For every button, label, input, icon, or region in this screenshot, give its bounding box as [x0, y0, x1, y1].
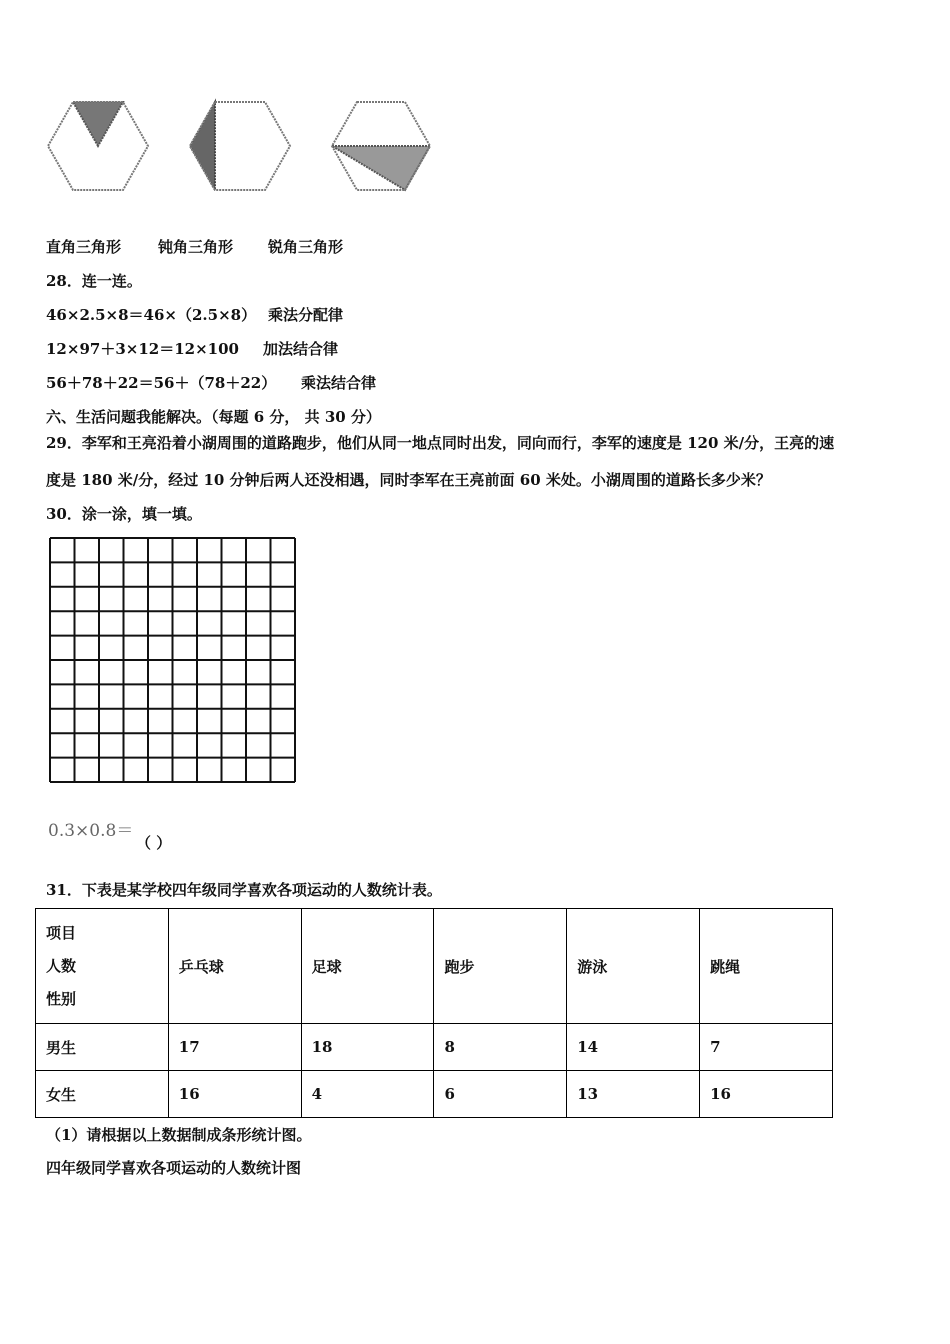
col-header: 足球	[301, 909, 434, 1024]
q30-title: 30．涂一涂，填一填。	[46, 505, 202, 523]
q30-answer-blank[interactable]: （ ）	[136, 834, 172, 852]
col-header: 跑步	[434, 909, 567, 1024]
col-header: 游泳	[567, 909, 700, 1024]
hexagon-figure-3	[332, 102, 430, 190]
hexagon-figure-2	[190, 102, 290, 190]
header-corner: 项目 人数 性别	[36, 909, 169, 1024]
q31-title: 31．下表是某学校四年级同学喜欢各项运动的人数统计表。	[46, 881, 442, 899]
cell: 13	[567, 1071, 700, 1118]
chart-title: 四年级同学喜欢各项运动的人数统计图	[46, 1159, 302, 1177]
row-label: 男生	[36, 1024, 169, 1071]
table-row	[36, 1071, 833, 1118]
label-acute-triangle: 锐角三角形	[268, 238, 344, 256]
hexagon-figure-1	[48, 102, 148, 190]
hundred-grid	[50, 538, 295, 782]
cell: 18	[301, 1024, 434, 1071]
q29-line-2: 度是 180 米/分，经过 10 分钟后两人还没相遇，同时李军在王亮前面 60 米处。小湖周围的道路长多少米？	[46, 471, 771, 489]
cell: 16	[700, 1071, 833, 1118]
label-right-triangle: 直角三角形	[46, 238, 122, 256]
cell: 17	[168, 1024, 301, 1071]
cell: 8	[434, 1024, 567, 1071]
q28-title: 28．连一连。	[46, 272, 142, 290]
q28-law-2: 加法结合律	[263, 340, 339, 358]
cell: 14	[567, 1024, 700, 1071]
q29-line-1: 29．李军和王亮沿着小湖周围的道路跑步，他们从同一地点同时出发，同向而行，李军的速度是 120 米/分，王亮的速	[46, 434, 835, 452]
label-obtuse-triangle: 钝角三角形	[158, 238, 234, 256]
q28-expr-3: 56＋78＋22＝56＋（78＋22）	[46, 374, 277, 392]
q28-law-3: 乘法结合律	[301, 374, 377, 392]
col-header: 跳绳	[700, 909, 833, 1024]
cell: 7	[700, 1024, 833, 1071]
col-header: 乒乓球	[168, 909, 301, 1024]
q30-expression: 0.3×0.8＝	[48, 821, 134, 841]
q28-expr-1: 46×2.5×8＝46×（2.5×8）	[46, 306, 257, 324]
q31-sub-1: （1）请根据以上数据制成条形统计图。	[46, 1126, 312, 1144]
row-label: 女生	[36, 1071, 169, 1118]
cell: 6	[434, 1071, 567, 1118]
sports-table	[35, 908, 833, 1118]
q28-law-1: 乘法分配律	[268, 306, 344, 324]
q28-expr-2: 12×97＋3×12＝12×100	[46, 340, 239, 358]
table-row	[36, 1024, 833, 1071]
cell: 16	[168, 1071, 301, 1118]
section-6-heading: 六、生活问题我能解决。（每题 6 分， 共 30 分）	[46, 408, 381, 426]
cell: 4	[301, 1071, 434, 1118]
